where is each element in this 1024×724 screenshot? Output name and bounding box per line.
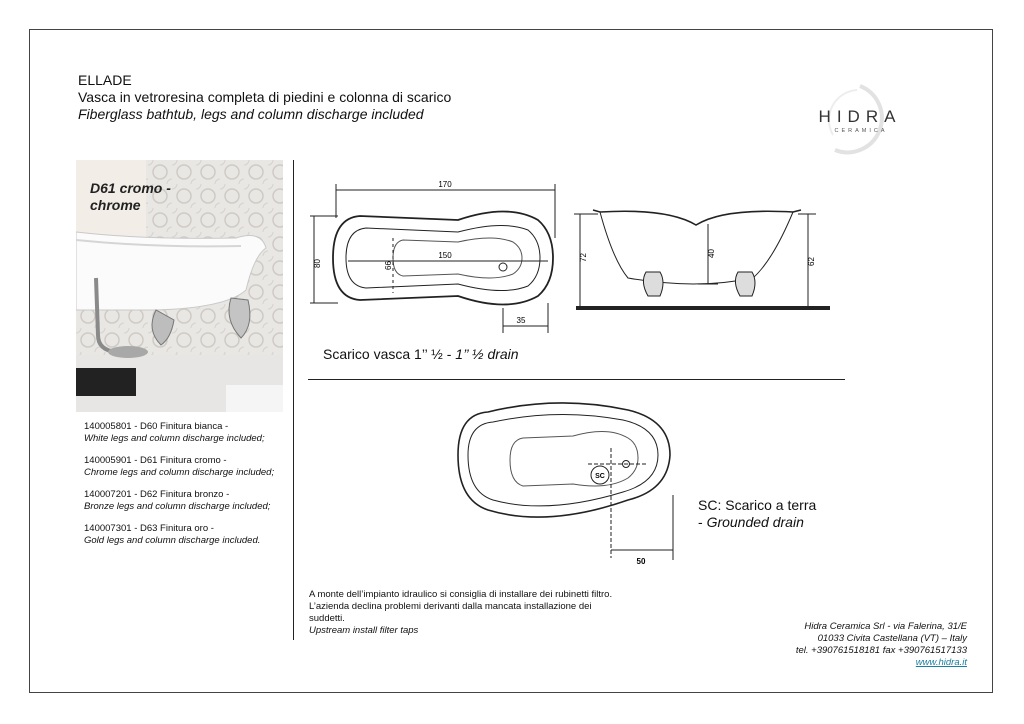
code-desc: White legs and column discharge included; (84, 433, 265, 444)
address-line2: 01033 Civita Castellana (VT) – Italy (817, 633, 967, 644)
ground-drain-drawing (448, 400, 683, 570)
installation-note (309, 589, 629, 637)
logo-sub: CERAMICA (834, 128, 888, 134)
drain-label-en: 1’’ ½ drain (455, 346, 519, 362)
code-text: 140005801 - D60 Finitura bianca - (84, 421, 229, 432)
code-text: 140005901 - D61 Finitura cromo - (84, 455, 227, 466)
description-en: Fiberglass bathtub, legs and column discharge included (78, 106, 424, 122)
code-item (84, 421, 289, 445)
divider-vertical (293, 160, 294, 640)
drain-label (323, 346, 519, 362)
sc-label-en: Grounded drain (706, 514, 804, 530)
dim-drain-offset: 35 (516, 316, 526, 325)
top-view-drawing (308, 178, 563, 333)
website-link[interactable]: www.hidra.it (915, 657, 967, 668)
code-item (84, 523, 289, 547)
hidra-logo (795, 80, 925, 160)
product-title (78, 72, 451, 123)
note-it: A monte dell’impianto idraulico si consiglia di installare dei rubinetti filtro. L’azienda declina problemi derivanti dalla mancata installazione dei suddetti. (309, 589, 613, 624)
note-en: Upstream install filter taps (309, 625, 419, 636)
code-text: 140007301 - D63 Finitura oro - (84, 523, 214, 534)
sc-label-it: SC: Scarico a terra - (698, 497, 817, 530)
code-desc: Chrome legs and column discharge included; (84, 467, 275, 478)
product-codes-list (84, 421, 289, 557)
code-item (84, 489, 289, 513)
address-line1: Hidra Ceramica Srl - via Falerina, 31/E (804, 621, 967, 632)
ground-drain-label (698, 497, 818, 531)
address-line3: tel. +390761518181 fax +390761517133 (795, 645, 967, 656)
model-name: ELLADE (78, 72, 132, 88)
description-it: Vasca in vetroresina completa di piedini e colonna di scarico (78, 89, 452, 105)
sc-marker: SC (595, 473, 605, 480)
logo-brand: HIDRA (818, 107, 902, 126)
divider-horizontal (308, 379, 845, 380)
photo-finish-label: D61 cromo - chrome (90, 180, 171, 213)
drain-label-it: Scarico vasca 1’’ ½ - (323, 346, 456, 362)
code-desc: Gold legs and column discharge included. (84, 535, 261, 546)
dim-length: 170 (438, 180, 452, 189)
dim-ground-offset: 50 (636, 557, 646, 566)
dim-height: 72 (579, 253, 588, 262)
dim-depth: 40 (707, 249, 716, 258)
code-desc: Bronze legs and column discharge included; (84, 501, 271, 512)
side-view-drawing (568, 200, 830, 320)
dim-inner-length: 150 (438, 251, 452, 260)
dim-width: 80 (313, 259, 322, 268)
dim-inner-width: 66 (384, 261, 393, 270)
company-address (745, 621, 967, 669)
dim-leg-height: 62 (807, 257, 816, 266)
code-item (84, 455, 289, 479)
code-text: 140007201 - D62 Finitura bronzo - (84, 489, 230, 500)
